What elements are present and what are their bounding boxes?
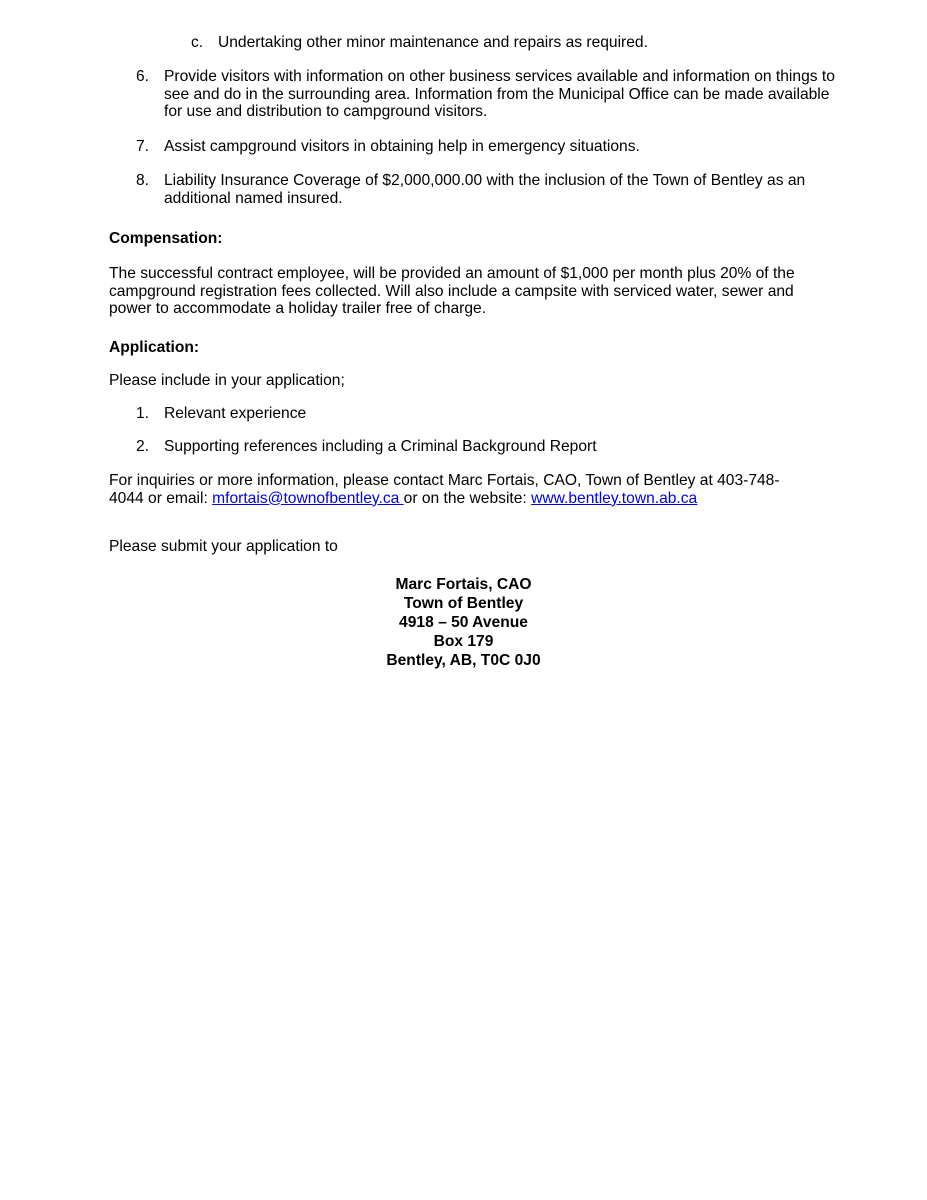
contact-lead: For inquiries or more information, please contact Marc Fortais, CAO, Town of Bentley at 403-748-4044 or email: — [109, 472, 780, 507]
address-line-street: 4918 – 50 Avenue — [399, 614, 528, 631]
address-line-name: Marc Fortais, CAO — [395, 576, 532, 593]
list-marker: 8. — [136, 172, 150, 189]
list-marker: 2. — [136, 438, 150, 455]
address-line-city: Bentley, AB, T0C 0J0 — [386, 652, 541, 669]
submit-intro: Please submit your application to — [109, 538, 338, 555]
list-marker: 1. — [136, 405, 150, 422]
contact-middle: or on the website: — [403, 489, 532, 507]
website-link[interactable]: www.bentley.town.ab.ca — [531, 489, 698, 507]
list-item-text: Provide visitors with information on other business services available and information on things to see and do in the surrounding area. Information from the Municipal Office can be made available for use and distribution to campground visitors. — [164, 68, 835, 120]
list-item-text: Undertaking other minor maintenance and repairs as required. — [218, 34, 648, 51]
list-item-text: Liability Insurance Coverage of $2,000,000.00 with the inclusion of the Town of Bentley as an additional named insured. — [164, 172, 806, 207]
list-marker: 6. — [136, 68, 150, 85]
application-intro: Please include in your application; — [109, 372, 345, 389]
contact-paragraph — [109, 472, 809, 507]
list-item-text: Supporting references including a Criminal Background Report — [164, 438, 597, 455]
list-marker: 7. — [136, 138, 150, 155]
application-heading: Application: — [109, 339, 200, 356]
email-link[interactable]: mfortais@townofbentley.ca — [212, 489, 404, 507]
list-marker: c. — [191, 34, 204, 51]
address-line-box: Box 179 — [433, 633, 494, 650]
compensation-heading: Compensation: — [109, 230, 223, 247]
list-item-text: Assist campground visitors in obtaining help in emergency situations. — [164, 138, 640, 155]
compensation-body: The successful contract employee, will be provided an amount of $1,000 per month plus 20% of the campground registration fees collected. Will also include a campsite with serviced water, sewer and power to accommodate a holiday trailer free of charge. — [109, 265, 795, 317]
address-line-org: Town of Bentley — [403, 595, 524, 612]
list-item-text: Relevant experience — [164, 405, 307, 422]
